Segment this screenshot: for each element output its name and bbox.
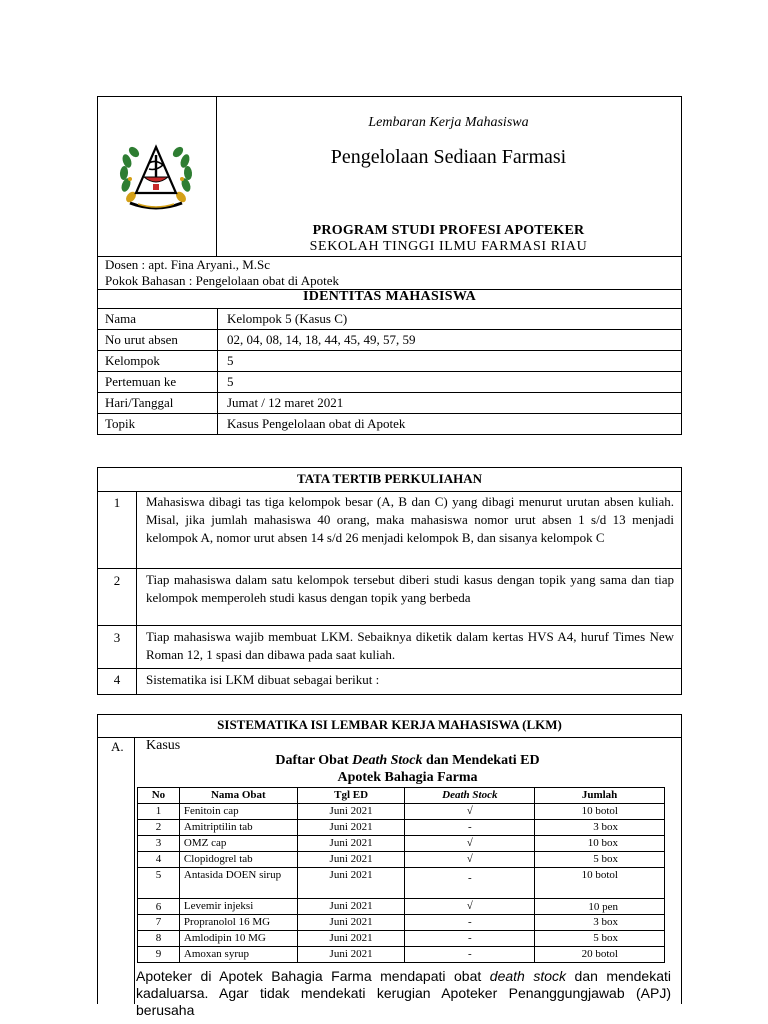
cell-qty: 3 box: [535, 915, 665, 931]
cell-death-stock: √: [405, 804, 535, 820]
rule-row: [98, 569, 681, 626]
identity-label: Topik: [105, 416, 136, 431]
table-row: [138, 915, 665, 931]
drug-table: [137, 787, 665, 963]
cell-ed: Juni 2021: [297, 820, 405, 836]
identity-row: [98, 413, 681, 435]
cell-death-stock: √: [405, 852, 535, 868]
cell-name: Amoxan syrup: [179, 947, 297, 963]
identity-label: Kelompok: [105, 353, 160, 368]
cell-ed: Juni 2021: [297, 915, 405, 931]
cell-name: Fenitoin cap: [179, 804, 297, 820]
identity-value: Kelompok 5 (Kasus C): [227, 311, 348, 326]
identity-row: [98, 371, 681, 392]
rules-heading: TATA TERTIB PERKULIAHAN: [98, 468, 681, 492]
table-row: [138, 931, 665, 947]
cell-ed: Juni 2021: [297, 852, 405, 868]
case-label: Kasus: [146, 738, 181, 753]
case-paragraph: Apoteker di Apotek Bahagia Farma mendapati obat death stock dan mendekati kadaluarsa. Agar tidak mendekati kerugian Apoteker Penanggungjawab (APJ) berusaha: [136, 968, 671, 1018]
cell-name: OMZ cap: [179, 836, 297, 852]
cell-qty: 10 botol: [535, 804, 665, 820]
table-row: [138, 868, 665, 899]
topic-line: Pokok Bahasan : Pengelolaan obat di Apotek: [105, 273, 339, 288]
cell-ed: Juni 2021: [297, 804, 405, 820]
cell-death-stock: -: [405, 947, 535, 963]
column-header: Tgl ED: [297, 788, 405, 804]
table-subtitle: Apotek Bahagia Farma: [337, 770, 478, 785]
identity-label: No urut absen: [105, 332, 178, 347]
table-header-row: [138, 788, 665, 804]
identity-value: Kasus Pengelolaan obat di Apotek: [227, 416, 406, 431]
cell-ed: Juni 2021: [297, 836, 405, 852]
institution-logo: [116, 141, 196, 213]
identity-row: [98, 329, 681, 350]
cell-no: 8: [138, 931, 180, 947]
logo-cell: [98, 97, 217, 256]
rules-table: [97, 467, 682, 695]
identity-row: [98, 392, 681, 413]
worksheet-subtitle: Lembaran Kerja Mahasiswa: [368, 115, 529, 130]
rule-text: Tiap mahasiswa wajib membuat LKM. Sebaiknya diketik dalam kertas HVS A4, huruf Times New Roman 12, 1 spasi dan dibawa pada saat kuliah.: [146, 629, 674, 662]
identity-heading: IDENTITAS MAHASISWA: [302, 289, 477, 304]
program-name: PROGRAM STUDI PROFESI APOTEKER: [312, 223, 585, 238]
header-identity-table: [97, 96, 682, 435]
lkm-section: [97, 714, 682, 1018]
cell-ed: Juni 2021: [297, 931, 405, 947]
cell-death-stock: -: [405, 868, 535, 899]
cell-name: Antasida DOEN sirup: [179, 868, 297, 899]
table-row: [138, 820, 665, 836]
cell-ed: Juni 2021: [297, 868, 405, 899]
rule-text: Sistematika isi LKM dibuat sebagai berikut :: [146, 672, 380, 687]
cell-name: Clopidogrel tab: [179, 852, 297, 868]
cell-death-stock: -: [405, 915, 535, 931]
cell-no: 5: [138, 868, 180, 899]
cell-death-stock: √: [405, 836, 535, 852]
identity-value: 5: [227, 374, 234, 389]
table-title: Daftar Obat Death Stock dan Mendekati ED: [275, 753, 540, 768]
column-header: Jumlah: [535, 788, 665, 804]
identity-row: [98, 350, 681, 371]
identity-value: 02, 04, 08, 14, 18, 44, 45, 49, 57, 59: [227, 332, 416, 347]
table-row: [138, 836, 665, 852]
identity-row: [98, 308, 681, 329]
cell-qty: 20 botol: [535, 947, 665, 963]
column-header: Nama Obat: [179, 788, 297, 804]
cell-qty: 3 box: [535, 820, 665, 836]
table-row: [138, 899, 665, 915]
page-title: Pengelolaan Sediaan Farmasi: [330, 146, 567, 168]
cell-no: 6: [138, 899, 180, 915]
cell-name: Amlodipin 10 MG: [179, 931, 297, 947]
cell-qty: 10 pen: [535, 899, 665, 915]
cell-ed: Juni 2021: [297, 899, 405, 915]
cell-qty: 10 botol: [535, 868, 665, 899]
rule-number: 4: [113, 672, 121, 687]
cell-name: Propranolol 16 MG: [179, 915, 297, 931]
cell-no: 2: [138, 820, 180, 836]
rule-number: 1: [113, 495, 121, 510]
rule-text: Tiap mahasiswa dalam satu kelompok tersebut diberi studi kasus dengan topik yang sama dan tiap kelompok memperoleh studi kasus dengan topik yang berbeda: [146, 572, 674, 605]
cell-name: Amitriptilin tab: [179, 820, 297, 836]
cell-death-stock: -: [405, 931, 535, 947]
rule-text: Mahasiswa dibagi tas tiga kelompok besar (A, B dan C) yang dibagi menurut urutan absen kuliah. Misal, jika jumlah mahasiswa 40 orang, maka mahasiswa nomor urut absen 1 s/d 13 menjadi kelompok A, nomor urut absen 14 s/d 26 menjadi kelompok B, dan sisanya kelompok C: [146, 494, 674, 545]
institution-name: SEKOLAH TINGGI ILMU FARMASI RIAU: [309, 239, 588, 254]
cell-no: 4: [138, 852, 180, 868]
identity-label: Pertemuan ke: [105, 374, 177, 389]
cell-qty: 5 box: [535, 852, 665, 868]
table-row: [138, 947, 665, 963]
cell-name: Levemir injeksi: [179, 899, 297, 915]
section-letter: A.: [111, 739, 124, 754]
identity-value: Jumat / 12 maret 2021: [227, 395, 344, 410]
rule-number: 2: [113, 573, 121, 588]
rule-row: [98, 626, 681, 669]
cell-no: 3: [138, 836, 180, 852]
rule-row: [98, 491, 681, 569]
cell-death-stock: √: [405, 899, 535, 915]
cell-qty: 5 box: [535, 931, 665, 947]
cell-no: 7: [138, 915, 180, 931]
table-row: [138, 804, 665, 820]
table-row: [138, 852, 665, 868]
cell-qty: 10 box: [535, 836, 665, 852]
cell-ed: Juni 2021: [297, 947, 405, 963]
column-header: No: [138, 788, 180, 804]
lecturer-line: Dosen : apt. Fina Aryani., M.Sc: [105, 257, 271, 272]
rule-number: 3: [113, 630, 121, 645]
rule-row: [98, 669, 681, 694]
identity-label: Nama: [105, 311, 137, 326]
cell-death-stock: -: [405, 820, 535, 836]
identity-value: 5: [227, 353, 234, 368]
column-header: Death Stock: [405, 788, 535, 804]
identity-label: Hari/Tanggal: [105, 395, 174, 410]
cell-no: 9: [138, 947, 180, 963]
cell-no: 1: [138, 804, 180, 820]
lkm-heading: SISTEMATIKA ISI LEMBAR KERJA MAHASISWA (LKM): [98, 715, 681, 738]
